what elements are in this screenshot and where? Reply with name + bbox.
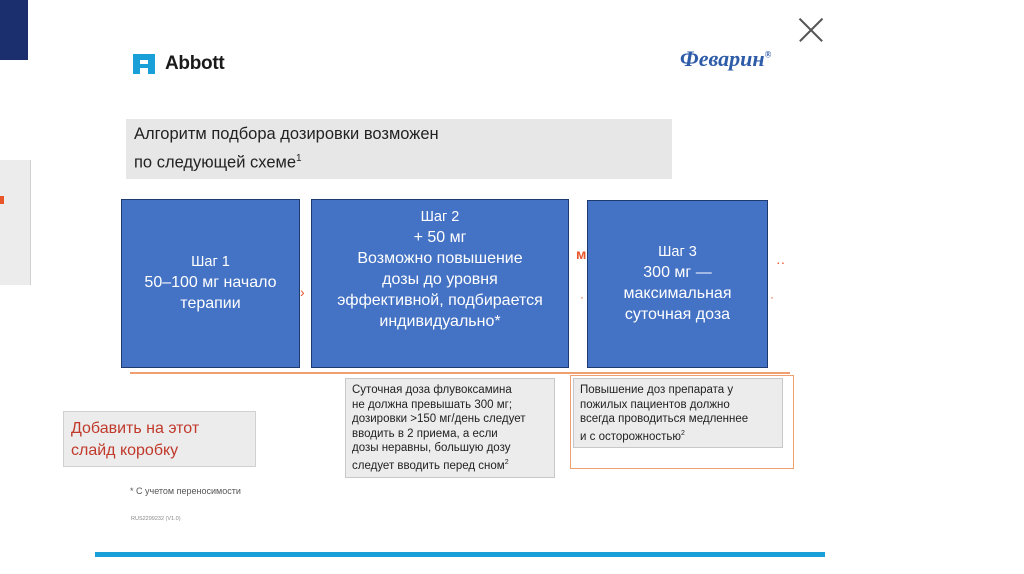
note-2-line-4-text: и с осторожностью xyxy=(580,430,681,443)
left-tab-marker xyxy=(0,196,4,204)
remnant-dots: ·· xyxy=(776,254,786,270)
dose-limit-note xyxy=(345,378,555,478)
tolerance-footnote: * С учетом переносимости xyxy=(130,486,241,496)
title-box xyxy=(126,119,672,179)
note-2-line-3: всегда проводиться медленнее xyxy=(580,413,749,425)
note-2-line-4 xyxy=(580,427,776,444)
abbott-wordmark: Abbott xyxy=(165,53,225,74)
step-2-title: Шаг 2 xyxy=(420,209,460,225)
step-2-line-1: + 50 мг xyxy=(413,229,467,246)
step-2-line-5: индивидуально* xyxy=(379,313,501,330)
step-2-line-2: Возможно повышение xyxy=(357,250,523,267)
note-1-line-6-text: следует вводить перед сном xyxy=(352,459,505,472)
note-1-line-6 xyxy=(352,456,548,473)
title-footnote-ref: 1 xyxy=(296,153,302,164)
left-edge-bar xyxy=(0,0,28,60)
note-1-footnote-ref: 2 xyxy=(504,458,509,466)
note-2-line-2: пожилых пациентов должно xyxy=(580,398,730,411)
add-box-placeholder xyxy=(63,411,256,467)
add-box-line-2: слайд коробку xyxy=(71,442,179,459)
step-3-line-2: максимальная xyxy=(623,285,732,302)
step-1-line-2: терапии xyxy=(180,295,241,312)
document-code: RUS2299232 (V1.0) xyxy=(131,516,181,522)
note-2-line-1: Повышение доз препарата у xyxy=(580,384,734,396)
left-side-tab[interactable] xyxy=(0,160,31,285)
remnant-dot: · xyxy=(580,290,584,304)
note-1-line-2: не должна превышать 300 мг; xyxy=(352,398,513,411)
note-2-footnote-ref: 2 xyxy=(680,429,685,437)
step-3-line-1: 300 мг — xyxy=(643,264,712,281)
remnant-dot-2: · xyxy=(770,290,774,304)
remnant-mark: м xyxy=(576,246,587,262)
title-line-2-text: по следующей схеме xyxy=(134,153,297,172)
abbott-mark-icon xyxy=(130,50,158,78)
step-1-box xyxy=(121,199,300,368)
step-2-box xyxy=(311,199,569,368)
step-2-line-4: эффективной, подбирается xyxy=(337,292,543,309)
title-line-2 xyxy=(134,153,302,173)
fevarin-logo xyxy=(680,46,771,72)
fevarin-wordmark: Феварин xyxy=(680,46,765,71)
note-1-line-5: дозы неравны, большую дозу xyxy=(352,442,511,454)
step-2-line-3: дозы до уровня xyxy=(382,271,498,288)
remnant-arrow-mark: › xyxy=(300,284,305,300)
orange-divider-line xyxy=(130,372,790,374)
elderly-note xyxy=(573,378,783,448)
step-3-title: Шаг 3 xyxy=(658,244,697,260)
add-box-line-1: Добавить на этот xyxy=(71,420,200,437)
close-icon[interactable] xyxy=(798,17,824,43)
step-3-line-3: суточная доза xyxy=(624,306,731,323)
note-1-line-3: дозировки >150 мг/день следует xyxy=(352,413,526,425)
note-1-line-1: Суточная доза флувоксамина xyxy=(352,384,512,396)
fevarin-registered-mark: ® xyxy=(764,49,772,60)
step-3-box xyxy=(587,200,768,368)
step-1-line-1: 50–100 мг начало xyxy=(144,274,277,291)
step-1-title: Шаг 1 xyxy=(191,254,230,270)
bottom-accent-bar xyxy=(95,552,825,557)
title-line-1: Алгоритм подбора дозировки возможен xyxy=(134,125,439,143)
note-1-line-4: вводить в 2 приема, а если xyxy=(352,427,498,440)
abbott-logo xyxy=(130,50,224,78)
